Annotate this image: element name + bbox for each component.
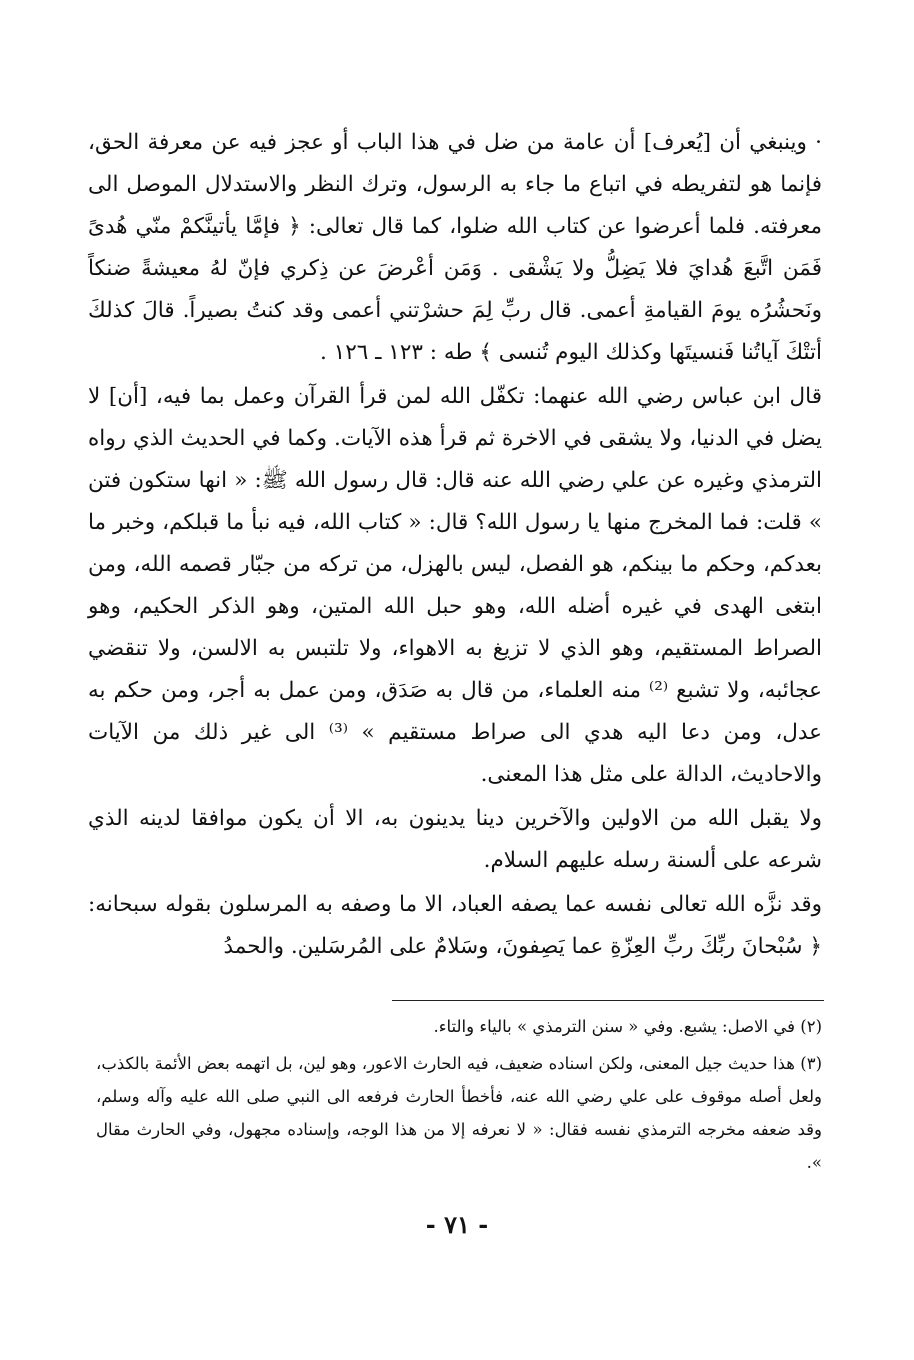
footnote-2: (٢) في الاصل: يشبع. وفي « سنن الترمذي » بالياء والتاء. xyxy=(433,1017,822,1036)
footnotes xyxy=(96,1010,822,1183)
paragraph-1: · وينبغي أن [يُعرف] أن عامة من ضل في هذا الباب أو عجز فيه عن معرفة الحق، فإنما هو لتفريطه في اتباع ما جاء به الرسول، وترك النظر والاستدلال الموصل الى معرفته. فلما أعرضوا عن كتاب الله ضلوا، كما قال تعالى: ﴿ فإمَّا يأتينَّكمْ منّي هُدىً فَمَن اتَّبعَ هُدايَ فلا يَضِلُّ ولا يَشْقى . وَمَن أعْرضَ عن ذِكري فإنّ لهُ معيشةً ضنكاً ونَحشُرُه يومَ القيامةِ أعمى. قال ربِّ لِمَ حشرْتني أعمى وقد كنتُ بصيراً. قالَ كذلكَ أتتْكَ آياتُنا فَنسيتَها وكذلك اليوم تُنسى ﴾ طه : ١٢٣ ـ ١٢٦ . xyxy=(88,130,822,365)
main-text xyxy=(88,122,822,968)
paragraph-4: وقد نزَّه الله تعالى نفسه عما يصفه العباد، الا ما وصفه به المرسلون بقوله سبحانه: ﴿ سُبْحانَ ربِّكَ ربِّ العِزّةِ عما يَصِفونَ، وسَلامٌ على المُرسَلين. والحمدُ xyxy=(88,892,822,959)
paragraph-3: ولا يقبل الله من الاولين والآخرين دينا يدينون به، الا أن يكون موافقا لدينه الذي شرعه على ألسنة رسله عليهم السلام. xyxy=(88,806,822,873)
footnote-divider xyxy=(392,1000,824,1001)
page-body xyxy=(88,122,822,968)
paragraph-2: قال ابن عباس رضي الله عنهما: تكفّل الله لمن قرأ القرآن وعمل بما فيه، [أن] لا يضل في الدنيا، ولا يشقى في الاخرة ثم قرأ هذه الآيات. وكما في الحديث الذي رواه الترمذي وغيره عن علي رضي الله عنه قال: قال رسول الله ﷺ: « انها ستكون فتن » قلت: فما المخرج منها يا رسول الله؟ قال: « كتاب الله، فيه نبأ ما قبلكم، وخبر ما بعدكم، وحكم ما بينكم، هو الفصل، ليس بالهزل، من تركه من جبّار قصمه الله، ومن ابتغى الهدى في غيره أضله الله، وهو حبل الله المتين، وهو الذكر الحكيم، وهو الصراط المستقيم، وهو الذي لا تزيغ به الاهواء، ولا تلتبس به الالسن، ولا تنقضي عجائبه، ولا تشبع ⁽²⁾ منه العلماء، من قال به صَدَق، ومن عمل به أجر، ومن حكم به عدل، ومن دعا اليه هدي الى صراط مستقيم » ⁽³⁾ الى غير ذلك من الآيات والاحاديث، الدالة على مثل هذا المعنى. xyxy=(88,384,822,787)
page-number: - ٧١ - xyxy=(425,1210,489,1239)
footnote-3: (٣) هذا حديث جيل المعنى، ولكن اسناده ضعيف، فيه الحارث الاعور، وهو لين، بل اتهمه بعض الأئمة بالكذب، ولعل أصله موقوف على علي رضي الله عنه، فأخطأ الحارث فرفعه الى النبي صلى الله عليه وآله وسلم، وقد ضعفه مخرجه الترمذي نفسه فقال: « لا نعرفه إلا من هذا الوجه، وإسناده مجهول، وفي الحارث مقال ». xyxy=(96,1054,822,1172)
